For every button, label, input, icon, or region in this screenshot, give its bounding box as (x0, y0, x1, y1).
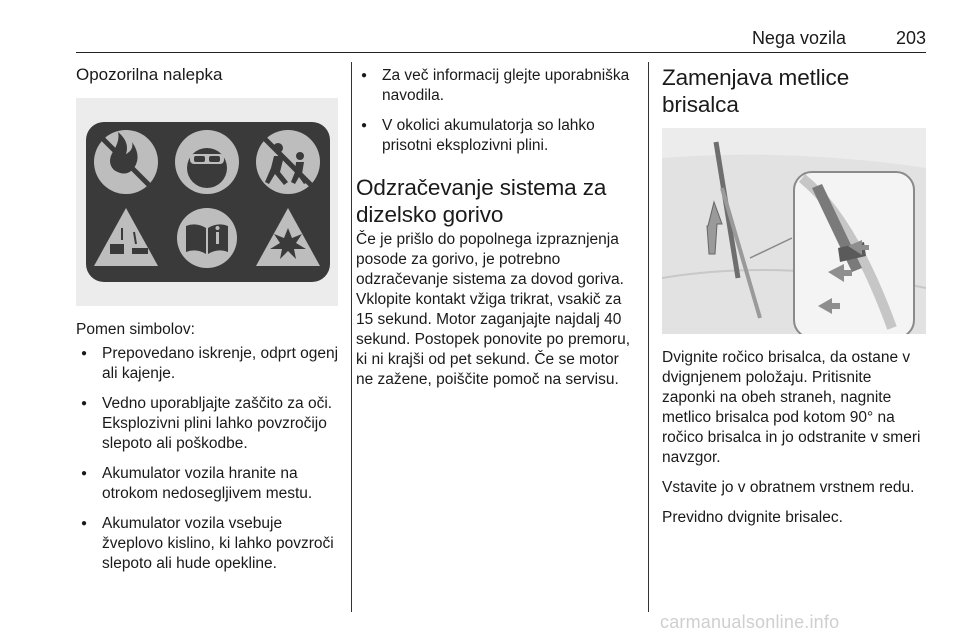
column-wiper-blade (662, 62, 928, 538)
section-title: Nega vozila (751, 28, 846, 48)
wiper-blade-icon (662, 128, 926, 334)
list-item: ● V okolici akumulatorja so lahko prisotni eksplozivni plini. (356, 116, 636, 156)
wiper-blade-illustration (662, 128, 926, 334)
symbols-list (76, 344, 344, 574)
list-item: ● Akumulator vozila vsebuje žveplovo kislino, ki lahko povzroči slepoto ali hude opekline. (76, 514, 344, 574)
column-fuel-bleeding (356, 62, 636, 400)
fuel-bleeding-paragraph: Če je prišlo do popolnega izpraznjenja posode za gorivo, je potrebno odzračevanje sistema za dovod goriva. Vklopite kontakt vžiga trikrat, vsakič za 15 sekund. Motor zaganjajte najdalj 40 sekund. Postopek ponovite po premoru, ki ni krajši od pet sekund. Če se motor ne zažene, poiščite pomoč na servisu. (356, 231, 631, 388)
fuel-bleeding-heading: Odzračevanje sistema za dizelsko gorivo (356, 175, 607, 227)
wiper-paragraph-1: Dvignite ročico brisalca, da ostane v dvignjenem položaju. Pritisnite zaponki na obeh straneh, nagnite metlico brisalca pod kotom 90° na ročico brisalca in jo odstranite v smeri navzgor. (662, 349, 921, 466)
column-divider (351, 62, 352, 612)
page-number: 203 (895, 28, 926, 48)
read-manual-icon (177, 208, 237, 268)
list-item: ● Vedno uporabljajte zaščito za oči. Eksplozivni plini lahko povzročijo slepoto ali poškodbe. (76, 394, 344, 454)
page-header (76, 26, 926, 52)
wiper-blade-heading: Zamenjava metlice brisalca (662, 65, 850, 117)
wiper-paragraph-2: Vstavite jo v obratnem vrstnem redu. (662, 479, 915, 496)
warning-label-heading: Opozorilna nalepka (76, 65, 223, 84)
keep-children-away-icon (256, 130, 320, 194)
no-fire-icon (94, 130, 158, 194)
eye-protection-icon (175, 130, 239, 194)
wiper-paragraph-3: Previdno dvignite brisalec. (662, 509, 843, 526)
header-divider (76, 52, 926, 53)
list-item: ● Akumulator vozila hranite na otrokom nedosegljivem mestu. (76, 464, 344, 504)
symbols-intro: Pomen simbolov: (76, 321, 195, 338)
symbols-list-continued (356, 66, 636, 156)
watermark: carmanualsonline.info (660, 612, 840, 632)
column-warning-label (76, 62, 344, 584)
warning-label-illustration (76, 98, 338, 306)
list-item: ● Prepovedano iskrenje, odprt ogenj ali kajenje. (76, 344, 344, 384)
list-item: ● Za več informacij glejte uporabniška navodila. (356, 66, 636, 106)
warning-symbols-icon (76, 98, 338, 306)
column-divider (648, 62, 649, 612)
